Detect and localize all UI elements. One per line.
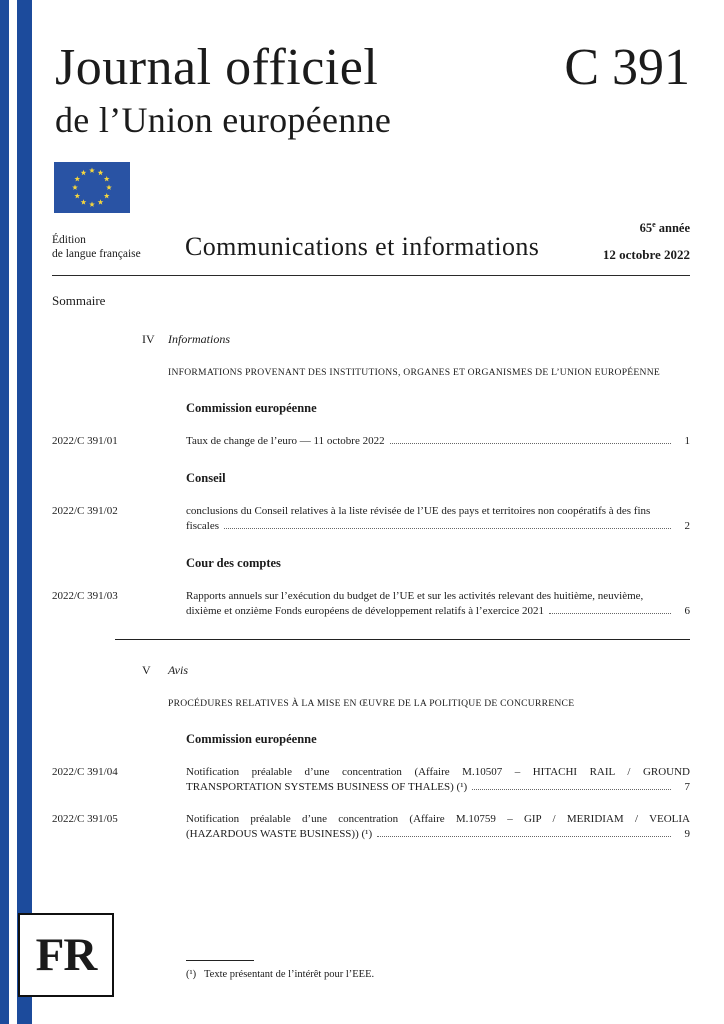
entry-text-line1: Rapports annuels sur l’exécution du budget de l’UE et sur les activités relevant des huitième, neuvième, <box>186 590 644 603</box>
entry-text-line1: conclusions du Conseil relatives à la liste révisée de l’UE des pays et territoires non coopératifs à des fins <box>186 505 651 518</box>
entry-page-number: 2 <box>684 519 690 532</box>
entry-description <box>186 589 690 618</box>
footnote-marker: (¹) <box>186 969 197 980</box>
org-heading-cour-des-comptes: Cour des comptes <box>186 556 281 571</box>
edition-line2: de langue française <box>52 247 141 260</box>
toc-entry-01 <box>52 434 690 449</box>
entry-description <box>186 434 690 449</box>
entry-ref: 2022/C 391/02 <box>52 505 118 518</box>
section-divider <box>115 639 690 640</box>
toc-heading: Sommaire <box>52 292 106 308</box>
entry-text-line2: fiscales <box>186 519 219 532</box>
footnote-divider <box>186 960 254 961</box>
section-caps-institutions: INFORMATIONS PROVENANT DES INSTITUTIONS, ORGANES ET ORGANISMES DE L’UNION EUROPÉENNE <box>168 366 660 378</box>
eu-flag-icon <box>54 162 130 213</box>
language-code: FR <box>35 929 97 981</box>
journal-title: Journal officiel <box>55 39 379 96</box>
dot-leader <box>472 789 671 790</box>
entry-text-line2: dixième et onzième Fonds européens de développement relatifs à l’exercice 2021 <box>186 604 544 617</box>
section-iv-label: Informations <box>168 331 231 346</box>
section-caps-concurrence: PROCÉDURES RELATIVES À LA MISE EN ŒUVRE DE LA POLITIQUE DE CONCURRENCE <box>168 698 575 710</box>
entry-page-number: 7 <box>684 780 690 793</box>
year-label: 65e année <box>639 220 690 236</box>
entry-text-line2: TRANSPORTATION SYSTEMS BUSINESS OF THALES) (¹) <box>186 780 468 793</box>
series-kicker: Communications et informations <box>185 231 540 261</box>
issue-number: C 391 <box>564 39 690 96</box>
dot-leader <box>224 528 671 529</box>
entry-text-line1: Notification préalable d’une concentration (Affaire M.10507 – HITACHI RAIL / GROUND <box>186 766 690 779</box>
entry-description <box>186 812 690 841</box>
entry-text-line1: Notification préalable d’une concentration (Affaire M.10759 – GIP / MERIDIAM / VEOLIA <box>186 813 690 826</box>
entry-page-number: 6 <box>684 604 690 617</box>
entry-ref: 2022/C 391/05 <box>52 813 118 826</box>
dot-leader <box>549 613 671 614</box>
issue-date: 12 octobre 2022 <box>602 246 690 262</box>
section-iv <box>142 332 690 347</box>
edition-label <box>52 233 185 261</box>
entry-text: Taux de change de l’euro — 11 octobre 2022 <box>186 434 385 447</box>
entry-ref: 2022/C 391/01 <box>52 434 118 447</box>
info-band <box>52 221 690 261</box>
org-heading-commission-1: Commission européenne <box>186 400 317 415</box>
page-content <box>52 0 690 841</box>
footnote-text: Texte présentant de l’intérêt pour l’EEE. <box>204 969 375 980</box>
left-accent-bar-inner <box>17 0 32 1024</box>
toc-entry-05 <box>52 812 690 841</box>
toc-entry-02 <box>52 504 690 533</box>
section-v-label: Avis <box>168 663 188 678</box>
dot-leader <box>377 836 671 837</box>
dot-leader <box>390 443 671 444</box>
entry-page-number: 1 <box>684 434 690 447</box>
entry-ref: 2022/C 391/04 <box>52 766 118 779</box>
section-v-numeral: V <box>142 663 151 678</box>
issue-meta <box>603 221 690 261</box>
footnote <box>186 960 616 981</box>
toc-entry-04 <box>52 765 690 794</box>
org-heading-conseil: Conseil <box>186 471 226 486</box>
entry-description <box>186 765 690 794</box>
entry-page-number: 9 <box>684 827 690 840</box>
section-v <box>142 663 690 678</box>
entry-ref: 2022/C 391/03 <box>52 590 118 603</box>
entry-description <box>186 504 690 533</box>
edition-line1: Édition <box>52 233 86 246</box>
masthead <box>52 39 690 96</box>
journal-subtitle: de l’Union européenne <box>55 100 392 140</box>
section-iv-numeral: IV <box>142 331 155 346</box>
left-accent-bar-outer <box>0 0 9 1024</box>
toc-entry-03 <box>52 589 690 618</box>
language-code-box <box>18 913 114 997</box>
org-heading-commission-2: Commission européenne <box>186 732 317 747</box>
header-divider <box>52 275 690 276</box>
entry-text-line2: (HAZARDOUS WASTE BUSINESS)) (¹) <box>186 827 373 840</box>
